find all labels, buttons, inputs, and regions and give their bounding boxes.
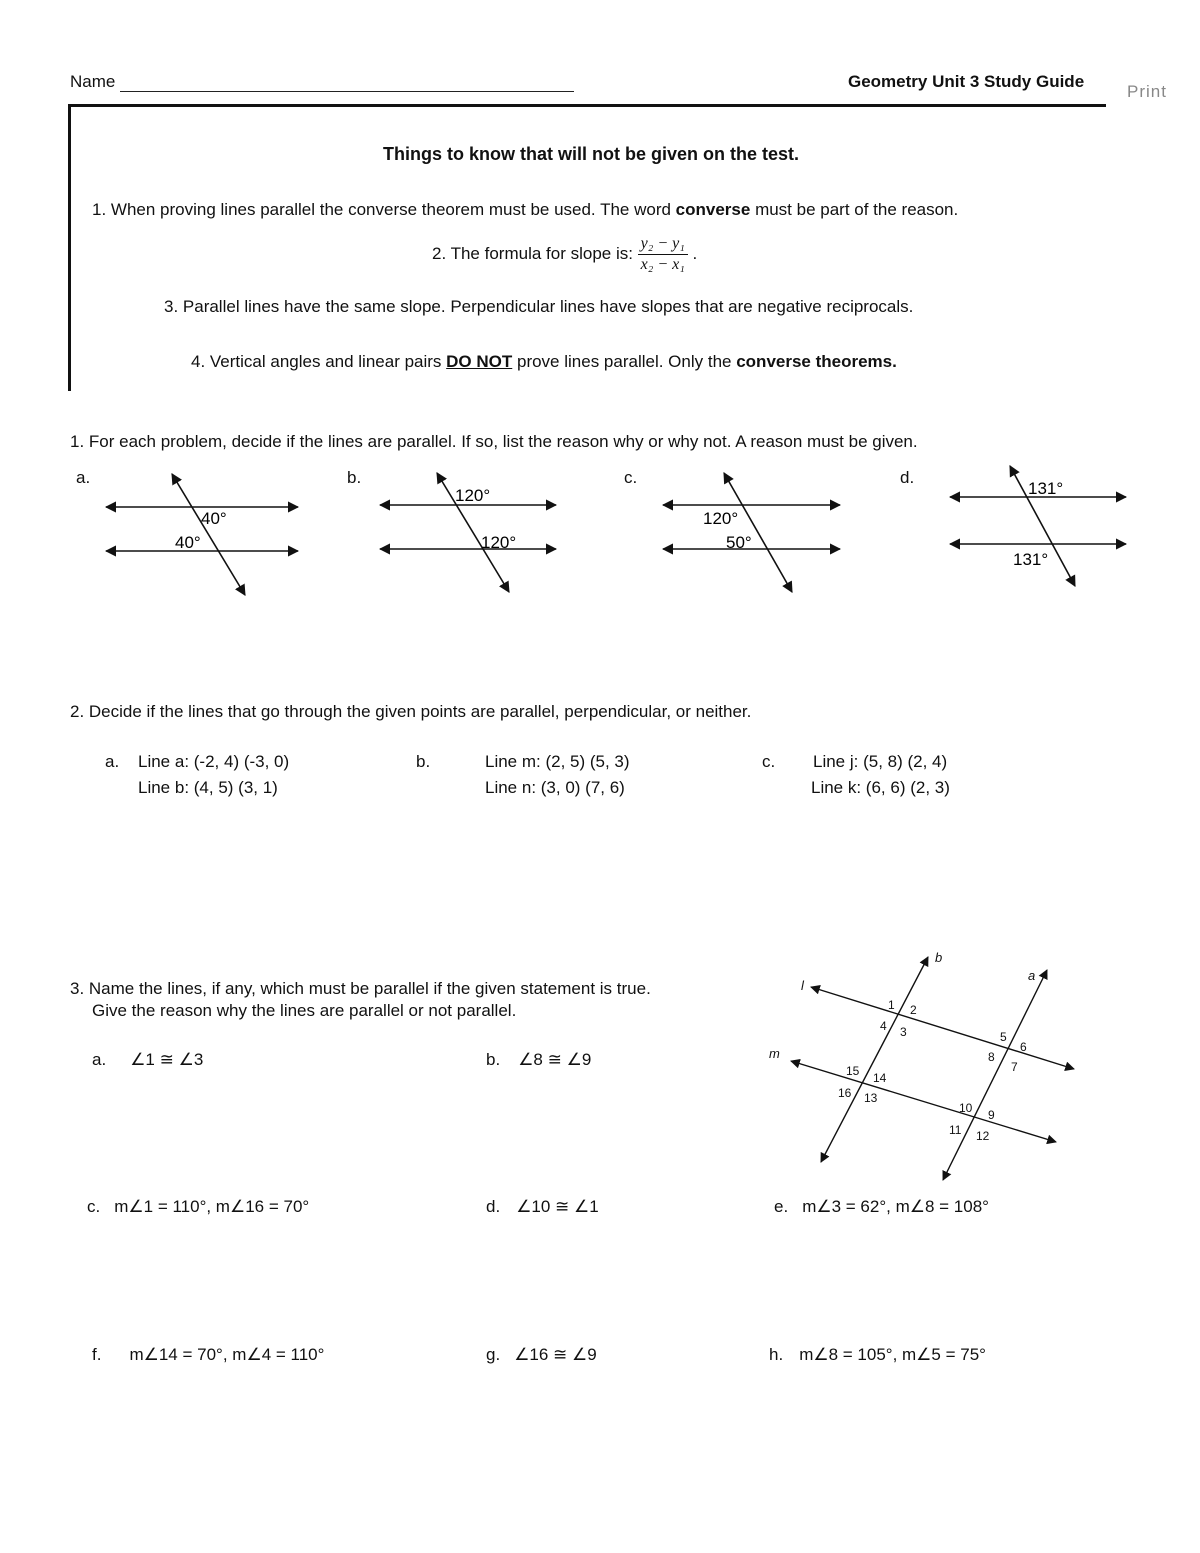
q3-angle-15: 15 <box>846 1064 860 1078</box>
q3-line-a-label: a <box>1028 968 1036 983</box>
q1-a-angle-1: 40° <box>201 509 227 528</box>
slope-denominator: x₂ − x₁ <box>640 256 685 273</box>
q3-line-l-label: l <box>801 978 804 993</box>
q3-item-f <box>92 1345 324 1365</box>
q3-item-h <box>769 1345 986 1365</box>
q3-angle-5: 5 <box>1000 1030 1007 1044</box>
q2-prompt: 2. Decide if the lines that go through the given points are parallel, perpendicular, or neither. <box>70 702 752 721</box>
q3-line-b-label: b <box>935 950 943 965</box>
q1-b-label: b. <box>347 468 362 487</box>
q3-angle-2: 2 <box>910 1003 917 1017</box>
q1-b-angle-1: 120° <box>455 486 491 505</box>
q3-item-a <box>92 1050 203 1070</box>
q1-b-angle-2: 120° <box>481 533 517 552</box>
q3-item-a-text: ∠1 ≅ ∠3 <box>130 1050 204 1069</box>
q3-item-e-text: m∠3 = 62°, m∠8 = 108° <box>802 1197 989 1216</box>
q3-angle-11: 11 <box>949 1123 962 1137</box>
slope-numerator: y₂ − y₁ <box>638 234 688 255</box>
q3-item-g-label: g. <box>486 1345 501 1364</box>
q3-item-g-text: ∠16 ≅ ∠9 <box>514 1345 597 1364</box>
q3-item-c <box>87 1197 309 1217</box>
box-item-4-underline: DO NOT <box>446 352 513 371</box>
q3-angle-8: 8 <box>988 1050 995 1064</box>
q3-item-c-label: c. <box>87 1197 101 1216</box>
q3-angle-3: 3 <box>900 1025 907 1039</box>
q3-prompt-line-2: Give the reason why the lines are parallel or not parallel. <box>92 1001 517 1020</box>
q3-item-h-label: h. <box>769 1345 784 1364</box>
q3-item-h-text: m∠8 = 105°, m∠5 = 75° <box>799 1345 986 1364</box>
q2-c-line-1: Line j: (5, 8) (2, 4) <box>813 752 948 771</box>
q3-item-d-text: ∠10 ≅ ∠1 <box>516 1197 599 1216</box>
q2-a-line-1: Line a: (-2, 4) (-3, 0) <box>138 752 290 771</box>
q1-d-angle-1: 131° <box>1028 479 1064 498</box>
q3-angle-7: 7 <box>1011 1060 1018 1074</box>
q3-angle-16: 16 <box>838 1086 852 1100</box>
q2-a-line-2: Line b: (4, 5) (3, 1) <box>138 778 278 797</box>
q3-angle-6: 6 <box>1020 1040 1027 1054</box>
box-item-2-end: . <box>692 243 698 263</box>
box-item-4-bold: converse theorems. <box>736 352 897 371</box>
q3-item-b-label: b. <box>486 1050 501 1069</box>
q2-b-line-1: Line m: (2, 5) (5, 3) <box>485 752 630 771</box>
box-item-4-mid: prove lines parallel. Only the <box>512 352 737 371</box>
q2-c-line-2: Line k: (6, 6) (2, 3) <box>811 778 950 797</box>
q1-c-angle-2: 50° <box>726 533 752 552</box>
q2-a-label: a. <box>105 752 120 771</box>
q2-b-label: b. <box>416 752 431 771</box>
q3-angle-12: 12 <box>976 1129 990 1143</box>
q3-diagram <box>791 957 1074 1180</box>
q1-a-diagram <box>106 474 298 595</box>
box-item-1-bold: converse <box>675 200 751 219</box>
q3-item-a-label: a. <box>92 1050 107 1069</box>
name-label: Name <box>70 72 116 91</box>
q3-angle-1: 1 <box>888 998 895 1012</box>
q1-d-label: d. <box>900 468 915 487</box>
box-item-2-text: 2. The formula for slope is: <box>432 243 638 263</box>
q3-item-e <box>774 1197 989 1217</box>
q3-item-d-label: d. <box>486 1197 501 1216</box>
q1-c-angle-1: 120° <box>703 509 739 528</box>
q1-a-angle-2: 40° <box>175 533 201 552</box>
q3-item-c-text: m∠1 = 110°, m∠16 = 70° <box>114 1197 310 1216</box>
q3-angle-14: 14 <box>873 1071 887 1085</box>
q3-item-f-label: f. <box>92 1345 102 1364</box>
q3-item-e-label: e. <box>774 1197 789 1216</box>
q3-item-f-text: m∠14 = 70°, m∠4 = 110° <box>129 1345 325 1364</box>
q2-c-label: c. <box>762 752 776 771</box>
q1-c-label: c. <box>624 468 638 487</box>
print-link[interactable]: Print <box>1127 82 1167 101</box>
q3-prompt-line-1: 3. Name the lines, if any, which must be parallel if the given statement is true. <box>70 979 651 998</box>
page-title: Geometry Unit 3 Study Guide <box>848 72 1085 91</box>
box-title: Things to know that will not be given on the test. <box>383 144 799 164</box>
box-item-1-end: must be part of the reason. <box>750 200 959 219</box>
box-item-1-text: 1. When proving lines parallel the converse theorem must be used. The word <box>92 200 676 219</box>
q1-d-angle-2: 131° <box>1013 550 1049 569</box>
q3-angle-4: 4 <box>880 1019 887 1033</box>
box-item-4-text: 4. Vertical angles and linear pairs <box>191 352 447 371</box>
q3-item-d <box>486 1197 599 1217</box>
q1-prompt: 1. For each problem, decide if the lines are parallel. If so, list the reason why or why not. A reason must be given. <box>70 432 918 451</box>
q3-item-b-text: ∠8 ≅ ∠9 <box>518 1050 592 1069</box>
q1-a-label: a. <box>76 468 91 487</box>
q3-item-b <box>486 1050 591 1070</box>
q3-angle-10: 10 <box>959 1101 973 1115</box>
q3-angle-9: 9 <box>988 1108 995 1122</box>
q3-angle-13: 13 <box>864 1091 878 1105</box>
q2-b-line-2: Line n: (3, 0) (7, 6) <box>485 778 625 797</box>
q3-item-g <box>486 1345 597 1365</box>
q3-line-m-label: m <box>769 1046 780 1061</box>
box-item-3: 3. Parallel lines have the same slope. Perpendicular lines have slopes that are negative reciprocals. <box>164 297 914 316</box>
